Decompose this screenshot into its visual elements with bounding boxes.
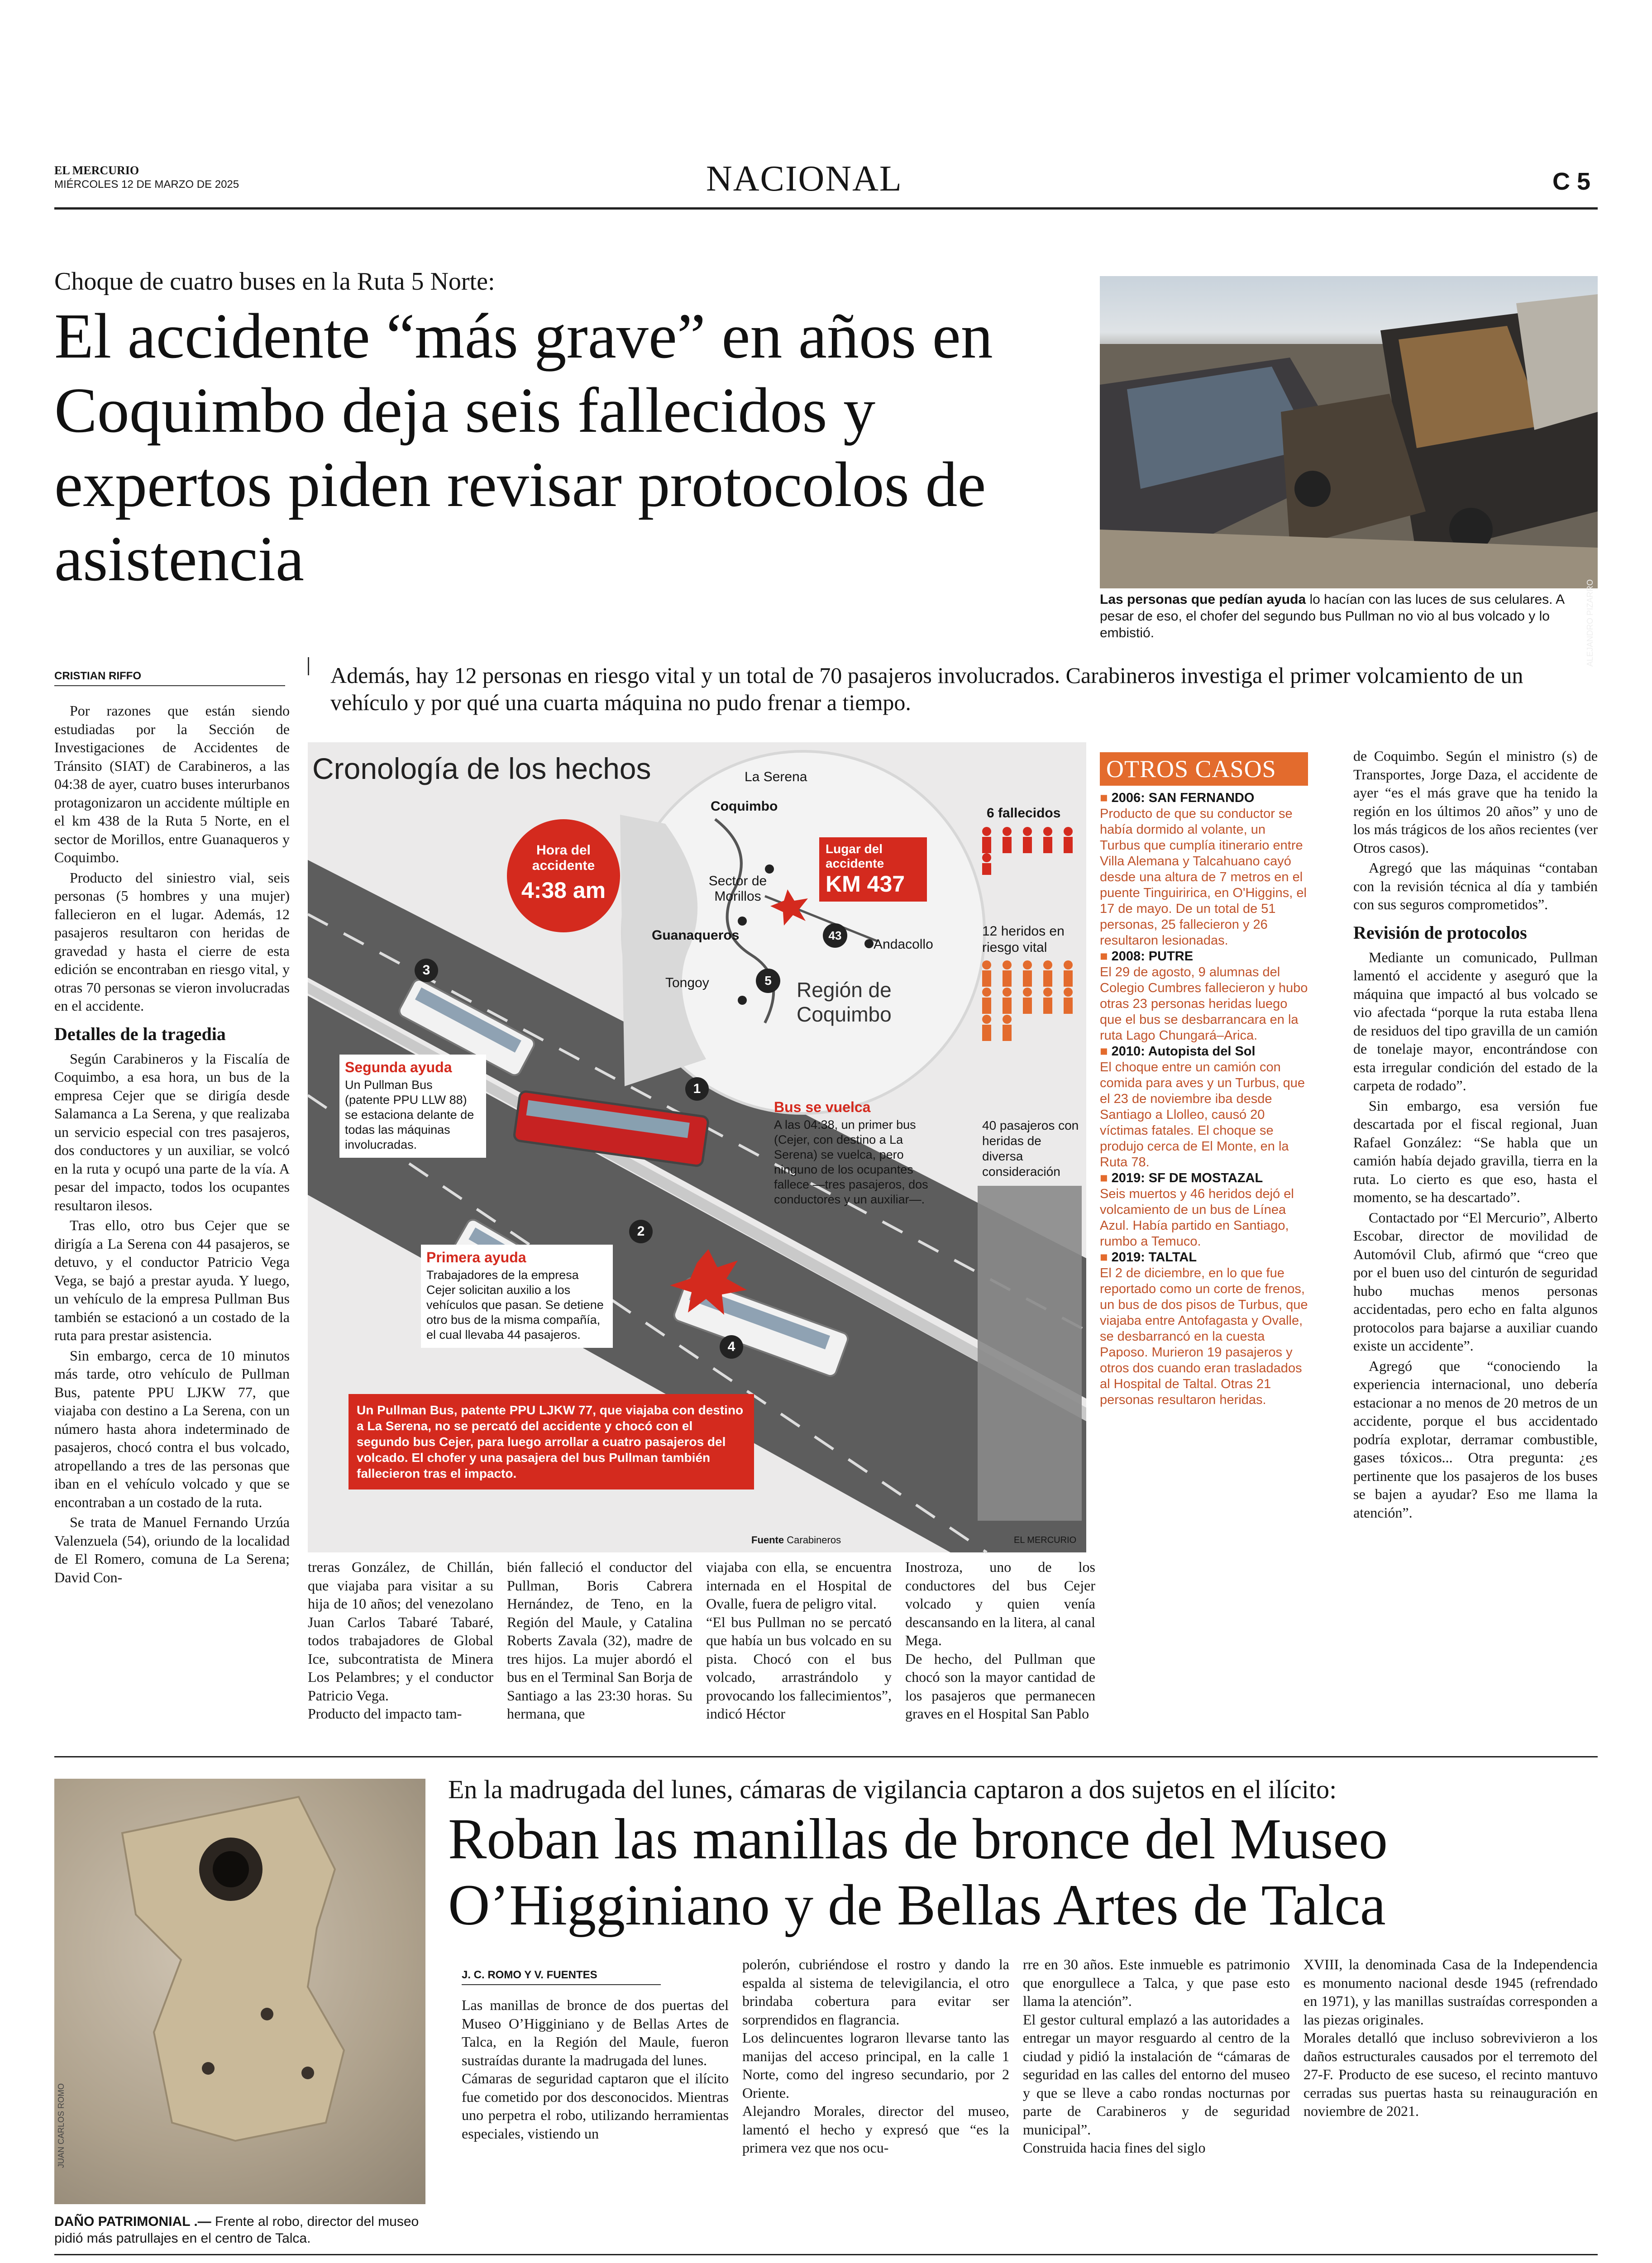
route-5-marker: 5 <box>756 969 780 993</box>
story1-para: Mediante un comunicado, Pullman lamentó el accidente y aseguró que la máquina que impactó al bus volcado se vio afectada “porque la ruta estaba llena de residuos del tipo gravilla de un camión de tonelaje mayor, encontrándose con esta irregular condición del estado de la carpeta de rodado”. <box>1353 949 1598 1093</box>
story1-deck: Además, hay 12 personas en riesgo vital y un total de 70 pasajeros involucrados. Carabineros investiga el primer volcamiento de un vehículo y por qué una cuarta máquina no pudo frenar a tiempo. <box>330 663 1523 715</box>
segunda-ayuda-text: Un Pullman Bus (patente PPU LLW 88) se estaciona delante de todas las máquinas involucradas. <box>345 1078 474 1151</box>
story1-headline: El accidente “más grave” en años en Coquimbo deja seis fallecidos y expertos piden revisar protocolos de asistencia <box>54 300 993 594</box>
bus-vuelca-box <box>774 1100 937 1207</box>
masthead-paper: EL MERCURIO <box>54 164 139 177</box>
story1-bottom-col-4: Inostroza, uno de los conductores del bus Cejer volcado y quien venía descansando en la litera, al canal Mega. De hecho, del Pullman que chocó son la mayor cantidad de los pasajeros que permanecen graves en el Hospital San Pablo <box>905 1559 1095 1722</box>
story1-para: Sin embargo, esa versión fue descartada por el fiscal regional, Juan Rafael González: “Se habla que un camión había dejado gravilla, tierra en la ruta. Lo cierto es que eso, hasta el momento, se ha descartado”. <box>1353 1097 1598 1205</box>
page-number: C 5 <box>1552 168 1591 195</box>
route-43-marker: 43 <box>823 923 847 948</box>
hora-value: 4:38 am <box>521 878 606 903</box>
section-title: NACIONAL <box>706 159 902 199</box>
stat-fallecidos: 6 fallecidos <box>987 806 1061 821</box>
story2-kicker: En la madrugada del lunes, cámaras de vigilancia captaron a dos sujetos en el ilícito: <box>448 1775 1337 1804</box>
otros-casos-list <box>1100 790 1308 1408</box>
case-year: ■ 2008: PUTRE <box>1100 949 1194 964</box>
otros-casos <box>1100 752 1308 1485</box>
caption-text: Frente al robo, director del museo pidió más patrullajes en el centro de Talca. <box>54 2214 419 2246</box>
story2-byline: J. C. ROMO Y V. FUENTES <box>462 1969 661 1985</box>
stat-heridos: 12 heridos en riesgo vital <box>982 924 1065 955</box>
map-label-tongoy: Tongoy <box>665 975 709 990</box>
story1-para: Agregó que las máquinas “contaban con la revisión técnica al día y también con sus seguros comprometidos”. <box>1353 859 1598 912</box>
story2-col-1: Las manillas de bronce de dos puertas del Museo O’Higginiano y de Bellas Artes de Talca, en la Región del Maule, fueron sustraídas durante la madrugada del lunes. Cámaras de seguridad captaron que el ilícito fue cometido por dos desconocidos. Mientras uno perpetra el robo, utilizando herramientas especiales, vistiendo un <box>462 1997 729 2142</box>
story1-bottom-col-1: treras González, de Chillán, que viajaba para visitar a su hija de 10 años; del venezolano Juan Carlos Tabaré Tabaré, todos trabajadores de Global Ice, subcontratista de Minera Los Pelambres; y el conductor Patricio Vega. Producto del impacto tam- <box>308 1559 493 1722</box>
story1-para: Sin embargo, cerca de 10 minutos más tarde, otro vehículo de Pullman Bus, patente PPU LJKW 77, que viajaba con destino a La Serena, con un número hasta ahora indeterminado de pasajeros, chocó contra el bus volcado, atropellando a tres de las personas que iban en el vehículo volcado y que se encontraban a un costado de la ruta. <box>54 1347 290 1510</box>
source-value: Carabineros <box>787 1534 841 1546</box>
step-3-marker: 3 <box>415 959 438 982</box>
story1-column-right <box>1353 747 1598 1729</box>
fallecidos-icons <box>978 826 1082 878</box>
graphic-credit: EL MERCURIO <box>1014 1535 1077 1545</box>
map-label-andacollo: Andacollo <box>874 937 933 952</box>
deck-marker <box>308 657 309 675</box>
otros-casos-title: OTROS CASOS <box>1100 752 1308 786</box>
person-icons-orange <box>978 960 1082 1041</box>
story1-byline: CRISTIAN RIFFO <box>54 670 285 686</box>
story1-bottom-col-3: viajaba con ella, se encuentra internada en el Hospital de Ovalle, fuera de peligro vital. “El bus Pullman no se percató que había un bus volcado en su pista. Chocó con el bus volcado, arrastrándolo y provocando los fallecimientos”, indicó Héctor <box>706 1559 892 1722</box>
case-year: ■ 2019: SF DE MOSTAZAL <box>1100 1171 1263 1185</box>
map-label-coquimbo: Coquimbo <box>711 799 778 814</box>
story2-col-2: polerón, cubriéndose el rostro y dando la espalda al sistema de televigilancia, el otro brindaba cobertura para evitar ser sorprendidos en flagrancia. Los delincuentes lograron llevarse tanto las manijas del acceso principal, en la calle 1 Norte, como del ingreso secundario, por 2 Oriente. Alejandro Morales, director del museo, lamentó el hecho y expresó que “es la primera vez que nos ocu- <box>742 1956 1009 2156</box>
story1-para: Según Carabineros y la Fiscalía de Coquimbo, a esa hora, un bus de la empresa Cejer que se dirigía desde Salamanca a La Serena, y que realizaba un servicio especial con tres pasajeros, dos conductores y un auxiliar, se volcó en la ruta y ocupó una parte de la vía. A pesar del impacto, todos los ocupantes resultaron ilesos. <box>54 1050 290 1213</box>
case-text: Producto de que su conductor se había dormido al volante, un Turbus que cumplía itinerario entre Villa Alemana y Talcahuano cayó desde una altura de 7 metros en el puente Tinguiririca, en O'Higgins, el 17 de mayo. De un total de 51 personas, 25 fallecieron y 26 resultaron lesionadas. <box>1100 807 1307 948</box>
story1-column-1 <box>54 702 290 1585</box>
step-1-marker: 1 <box>685 1077 709 1101</box>
story1-para: de Coquimbo. Según el ministro (s) de Transportes, Jorge Daza, el accidente de ayer “es el más grave que ha tenido la región en los últimos 20 años” y uno de los más trágicos de los años recientes (ver Otros casos). <box>1353 748 1598 856</box>
masthead-date: MIÉRCOLES 12 DE MARZO DE 2025 <box>54 178 239 191</box>
door-handle-damage <box>54 1779 425 2204</box>
story2-headline: Roban las manillas de bronce del Museo O’Higginiano y de Bellas Artes de Talca <box>448 1807 1388 1937</box>
stat-pasajeros: 40 pasajeros con heridas de diversa consideración <box>982 1118 1079 1179</box>
primera-ayuda-text: Trabajadores de la empresa Cejer solicitan auxilio a los vehículos que pasan. Se detiene otro bus de la misma compañía, el cual llevaba 44 pasajeros. <box>426 1268 604 1342</box>
case-text: El choque entre un camión con comida para aves y un Turbus, que el 23 de noviembre iba desde Santiago a Llolleo, causó 20 víctimas fatales. El choque se produjo cerca de El Monte, en la Ruta 78. <box>1100 1060 1305 1170</box>
bus-vuelca-title: Bus se vuelca <box>774 1099 871 1115</box>
story2-col-4: XVIII, la denominada Casa de la Independencia es monumento nacional desde 1945 (refrendado en 1971), y las manillas sustraídas corresponden a las piezas originales. Morales detalló que incluso sobrevivieron a los daños estructurales causados por el terremoto del 27-F. Producto de ese suceso, el recinto mantuvo cerradas sus puertas hasta su reinauguración en noviembre de 2021. <box>1303 1956 1598 2119</box>
lugar-label: Lugar del accidente <box>826 842 884 870</box>
story1-para: Tras ello, otro bus Cejer que se dirigía a La Serena con 44 pasajeros, se detuvo, y el conductor Patricio Vega Vega, se bajó a prestar ayuda. Y luego, un vehículo de la empresa Pullman Bus también se estacionó a un costado de la ruta para prestar asistencia. <box>54 1217 290 1343</box>
primera-ayuda-box <box>421 1245 613 1348</box>
heridos-icons <box>978 960 1082 1043</box>
pasajeros-icons <box>978 1186 1082 1521</box>
segunda-ayuda-box <box>339 1055 486 1158</box>
story1-para: Contactado por “El Mercurio”, Alberto Escobar, director de movilidad de Automóvil Club, afirmó que “creo que por el buen uso del cinturón de seguridad hubo muchas menos personas accidentadas, pero echo en falta algunos protocolos para bajarse a auxiliar cuando existe un accidente”. <box>1353 1209 1598 1354</box>
story1-photo-credit: ALEJANDRO PIZARRO <box>1585 579 1595 667</box>
story1-bottom-col-2: bién falleció el conductor del Pullman, Boris Cabrera Hernández, de Teno, en la Región del Maule, y Catalina Roberts Zavala (32), madre de tres hijos. La mujer abordó el bus en el Terminal San Borja de Santiago a las 23:30 horas. Su hermana, que <box>507 1559 692 1722</box>
story1-subhead: Detalles de la tragedia <box>54 1023 226 1044</box>
segunda-ayuda-title: Segunda ayuda <box>345 1059 452 1075</box>
case-text: El 2 de diciembre, en lo que fue reportado como un corte de frenos, un bus de dos pisos de Turbus, que viajaba entre Antofagasta y Ovalle, se desbarrancó en la cuesta Paposo. Murieron 19 pasajeros y otros dos cuando eran trasladados al Hospital de Taltal. Otras 21 personas resultaron heridas. <box>1100 1266 1308 1407</box>
story2-col-3: rre en 30 años. Este inmueble es patrimonio que enorgullece a Talca, y que pase esto llama la atención”. El gestor cultural emplazó a las autoridades a entregar un mayor resguardo al centro de la ciudad y pidió la instalación de “cámaras de seguridad en las calles del entorno del museo y que se lleve a cabo rondas nocturnas por parte de Carabineros y de seguridad municipal”. Construida hacia fines del siglo <box>1023 1956 1290 2156</box>
map-label-guanaqueros: Guanaqueros <box>652 928 740 943</box>
case-year: ■ 2010: Autopista del Sol <box>1100 1044 1256 1059</box>
case-year: ■ 2006: SAN FERNANDO <box>1100 791 1255 805</box>
map-label-region: Región de Coquimbo <box>797 978 892 1026</box>
case-year: ■ 2019: TALTAL <box>1100 1250 1197 1265</box>
masthead-rule <box>54 207 1598 210</box>
bus-vuelca-text: A las 04:38, un primer bus (Cejer, con destino a La Serena) se vuelca, pero ninguno de los ocupantes fallece —tres pasajeros, dos conductores y un auxiliar—. <box>774 1118 928 1206</box>
graphic-source <box>751 1534 841 1546</box>
story2-photo <box>54 1779 425 2204</box>
story1-kicker: Choque de cuatro buses en la Ruta 5 Norte: <box>54 267 495 296</box>
case-text: Seis muertos y 46 heridos dejó el volcamiento de un bus de Línea Azul. Había partido en Santiago, rumbo a Temuco. <box>1100 1187 1294 1249</box>
lugar-km: KM 437 <box>826 871 905 897</box>
map-label-la-serena: La Serena <box>745 769 807 784</box>
step-2-marker: 2 <box>629 1220 653 1243</box>
story2-photo-credit: JUAN CARLOS ROMO <box>57 2083 66 2168</box>
person-icons-red <box>978 826 1082 876</box>
caption-text: lo hacían con las luces de sus celulares. A pesar de eso, el chofer del segundo bus Pullman no vio al bus volcado y lo embistió. <box>1100 592 1564 640</box>
primera-ayuda-title: Primera ayuda <box>426 1249 526 1265</box>
story1-para: Se trata de Manuel Fernando Urzúa Valenzuela (54), oriundo de la localidad de El Romero, comuna de La Serena; David Con- <box>54 1514 290 1585</box>
impact-box: Un Pullman Bus, patente PPU LJKW 77, que viajaba con destino a La Serena, no se percató del accidente y chocó con el segundo bus Cejer, para luego arrollar a cuatro pasajeros del volcado. El chofer y una pasajera del bus Pullman también fallecieron tras el impacto. <box>349 1394 754 1490</box>
bus-wreck-illustration <box>1100 276 1598 588</box>
story-divider-1 <box>54 1756 1598 1757</box>
story2-photo-caption <box>54 2213 425 2247</box>
hora-label: Hora del accidente <box>532 843 595 873</box>
map-label-morillos: Sector de Morillos <box>708 874 767 904</box>
case-text: El 29 de agosto, 9 alumnas del Colegio Cumbres fallecieron y hubo otras 23 personas heridas luego que el bus se desbarrancara en la ruta Lago Chungará–Arica. <box>1100 965 1308 1043</box>
story1-subhead-2: Revisión de protocolos <box>1353 922 1527 943</box>
story1-para: Por razones que están siendo estudiadas por la Sección de Investigaciones de Accidentes de Tránsito (SIAT) de Carabineros, a las 04:38 de ayer, cuatro buses interurbanos protagonizaron un accidente múltiple en el km 438 de la Ruta 5 Norte, en el sector de Morillos, entre Guanaqueros y Coquimbo. <box>54 702 290 865</box>
caption-lead: DAÑO PATRIMONIAL .— <box>54 2214 211 2229</box>
story1-para: Producto del siniestro vial, seis personas (5 hombres y una mujer) fallecieron en el lugar. Además, 12 pasajeros resultaron con heridas de gravedad y hasta el cierre de esta edición se encontraban en riesgo vital, y otras 70 personas se vieron involucradas en el accidente. <box>54 869 290 1014</box>
caption-lead: Las personas que pedían ayuda <box>1100 592 1306 607</box>
step-4-marker: 4 <box>720 1335 743 1359</box>
infographic <box>308 742 1086 1552</box>
story-divider-2 <box>54 2254 1598 2255</box>
story1-photo-caption <box>1100 591 1598 641</box>
graphic-title: Cronología de los hechos <box>312 752 651 785</box>
story1-para: Agregó que “conociendo la experiencia internacional, uno debería estacionar a no menos de 20 metros de un accidente, porque el bus accidentado podría explotar, derramar combustible, gases tóxicos... Otra pregunta: ¿es pertinente que los pasajeros de los buses se bajen a ayudar? Eso me llama la atención”. <box>1353 1357 1598 1521</box>
source-label: Fuente <box>751 1534 784 1546</box>
